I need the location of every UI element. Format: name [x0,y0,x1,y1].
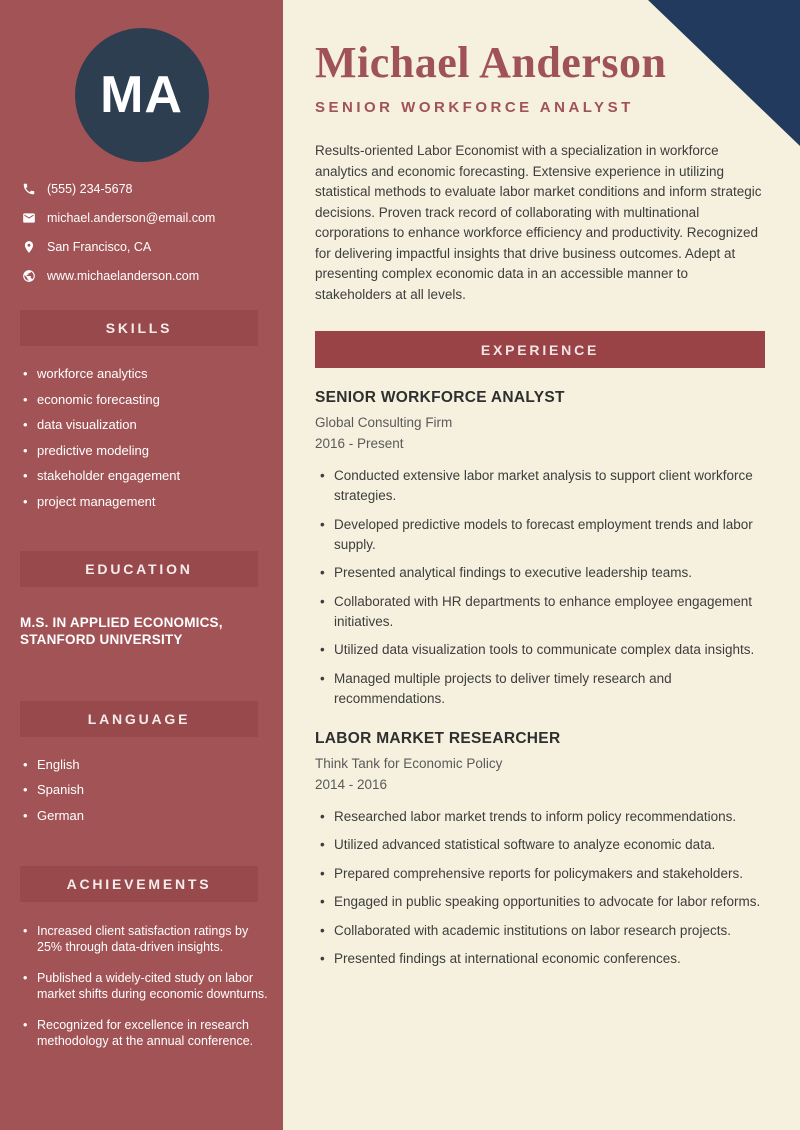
language-title: LANGUAGE [87,710,191,727]
contact-section [22,182,283,283]
skill-item: • workforce analytics [23,366,273,382]
contact-location-value: San Francisco, CA [47,240,152,254]
person-headline: SENIOR WORKFORCE ANALYST [315,99,634,117]
education-title: EDUCATION [85,560,193,577]
job-bullet: • Collaborated with HR departments to enhance employee engagement initiatives. [320,592,765,632]
person-name: Michael Anderson [315,38,667,87]
job-bullet-list [315,466,765,709]
skill-item: • project management [23,494,273,510]
language-item: • English [23,757,273,773]
contact-email [22,211,283,225]
language-item: • German [23,808,273,824]
contact-location [22,240,283,254]
job-title: LABOR MARKET RESEARCHER [315,729,561,747]
globe-icon [22,269,36,283]
experience-job-2 [315,730,765,970]
job-bullet: • Collaborated with academic institutions on labor research projects. [320,921,765,941]
job-bullet: • Researched labor market trends to inform policy recommendations. [320,807,765,827]
job-bullet: • Presented findings at international economic conferences. [320,949,765,969]
skills-section-header [20,310,258,346]
job-bullet: • Utilized advanced statistical software to analyze economic data. [320,835,765,855]
job-company: Think Tank for Economic Policy [315,755,503,771]
main-content [283,0,800,1130]
job-bullet: • Conducted extensive labor market analysis to support client workforce strategies. [320,466,765,506]
envelope-icon [22,211,36,225]
skill-item: • predictive modeling [23,443,273,459]
achievements-list [0,923,283,1050]
avatar-initials: MA [100,66,183,124]
job-bullet: • Developed predictive models to forecast employment trends and labor supply. [320,515,765,555]
achievements-section-header [20,866,258,902]
education-degree: M.S. IN APPLIED ECONOMICS, STANFORD UNIVERSITY [20,614,223,647]
contact-email-value: michael.anderson@email.com [47,211,216,225]
skill-item: • data visualization [23,417,273,433]
achievement-item: • Increased client satisfaction ratings by 25% through data-driven insights. [23,923,269,956]
skill-item: • stakeholder engagement [23,468,273,484]
job-bullet: • Utilized data visualization tools to communicate complex data insights. [320,640,765,660]
job-bullet: • Managed multiple projects to deliver timely research and recommendations. [320,669,765,709]
profile-summary: Results-oriented Labor Economist with a specialization in workforce analytics and economic forecasting. Extensive experience in utilizing statistical methods to evaluate labor market conditions and inform strategic decisions. Proven track record of collaborating with multinational corporations to enhance workforce efficiency and productivity. Recognized for delivering impactful insights that drive business outcomes. Adept at presenting complex economic data in an accessible manner to stakeholders at all levels. [315,143,762,302]
language-list [0,757,283,824]
achievement-item: • Recognized for excellence in research methodology at the annual conference. [23,1017,269,1050]
education-section-header [20,551,258,587]
phone-icon [22,182,36,196]
skill-item: • economic forecasting [23,392,273,408]
achievement-item: • Published a widely-cited study on labor market shifts during economic downturns. [23,970,269,1003]
job-bullet: • Presented analytical findings to executive leadership teams. [320,563,765,583]
contact-website-value: www.michaelanderson.com [47,269,200,283]
experience-section-header [315,331,765,368]
language-item: • Spanish [23,782,273,798]
job-company: Global Consulting Firm [315,415,453,431]
skills-list [0,366,283,510]
experience-job-1 [315,389,765,709]
job-bullet-list [315,807,765,970]
contact-phone [22,182,283,196]
job-bullet: • Engaged in public speaking opportunities to advocate for labor reforms. [320,892,765,912]
skills-title: SKILLS [105,320,173,336]
language-section-header [20,701,258,737]
job-dates: 2014 - 2016 [315,776,388,792]
job-dates: 2016 - Present [315,436,404,452]
sidebar [0,0,283,1130]
experience-title: EXPERIENCE [480,341,600,358]
job-title: SENIOR WORKFORCE ANALYST [315,389,565,407]
contact-website [22,269,283,283]
avatar [75,28,209,162]
job-bullet: • Prepared comprehensive reports for policymakers and stakeholders. [320,864,765,884]
map-pin-icon [22,240,36,254]
contact-phone-value: (555) 234-5678 [47,182,133,196]
achievements-title: ACHIEVEMENTS [66,875,212,892]
